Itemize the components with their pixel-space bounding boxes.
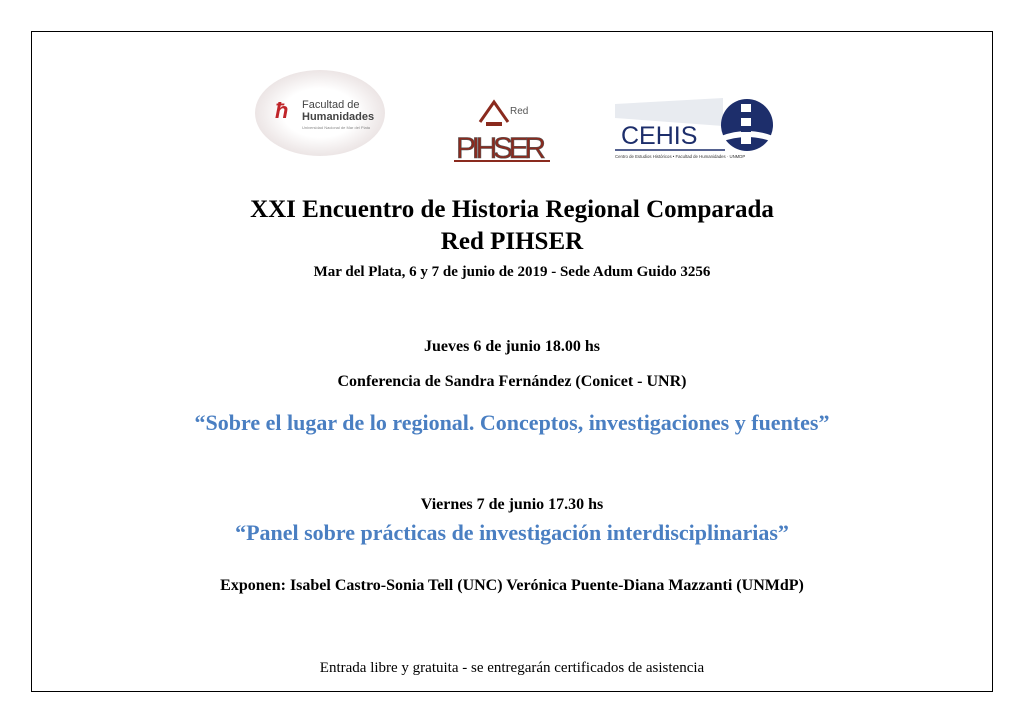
event-title: XXI Encuentro de Historia Regional Comparada [250,196,774,223]
cehis-logo-name: CEHIS [621,122,698,150]
cehis-logo-caption: Centro de Estudios Históricos • Facultad de Humanidades · UNMDP [615,154,746,159]
footer-note: Entrada libre y gratuita - se entregarán certificados de asistencia [319,660,705,676]
day2-date: Viernes 7 de junio 17.30 hs [420,496,604,513]
pihser-logo-name: PIHSER [456,132,546,164]
event-subtitle: Red PIHSER [440,228,584,255]
day1-conference: Conferencia de Sandra Fernández (Conicet - UNR) [337,373,687,390]
facultad-logo-line2: Humanidades [302,111,375,123]
facultad-logo-line1: Facultad de [302,99,360,111]
pihser-logo-red: Red [510,106,529,117]
day2-speakers: Exponen: Isabel Castro-Sonia Tell (UNC) Verónica Puente-Diana Mazzanti (UNMdP) [220,577,804,594]
red-pihser-logo [452,92,552,164]
facultad-logo-line3: Universidad Nacional de Mar del Plata [302,125,371,130]
facultad-humanidades-logo [255,70,385,156]
day1-quote-title: “Sobre el lugar de lo regional. Conceptos, investigaciones y fuentes” [194,410,830,435]
day2-quote-title: “Panel sobre prácticas de investigación interdisciplinarias” [235,520,789,545]
day1-date: Jueves 6 de junio 18.00 hs [423,338,601,355]
cehis-logo [605,96,775,166]
event-place-date: Mar del Plata, 6 y 7 de junio de 2019 - Sede Adum Guido 3256 [313,264,711,280]
facultad-mark-icon: ħ [275,98,289,123]
